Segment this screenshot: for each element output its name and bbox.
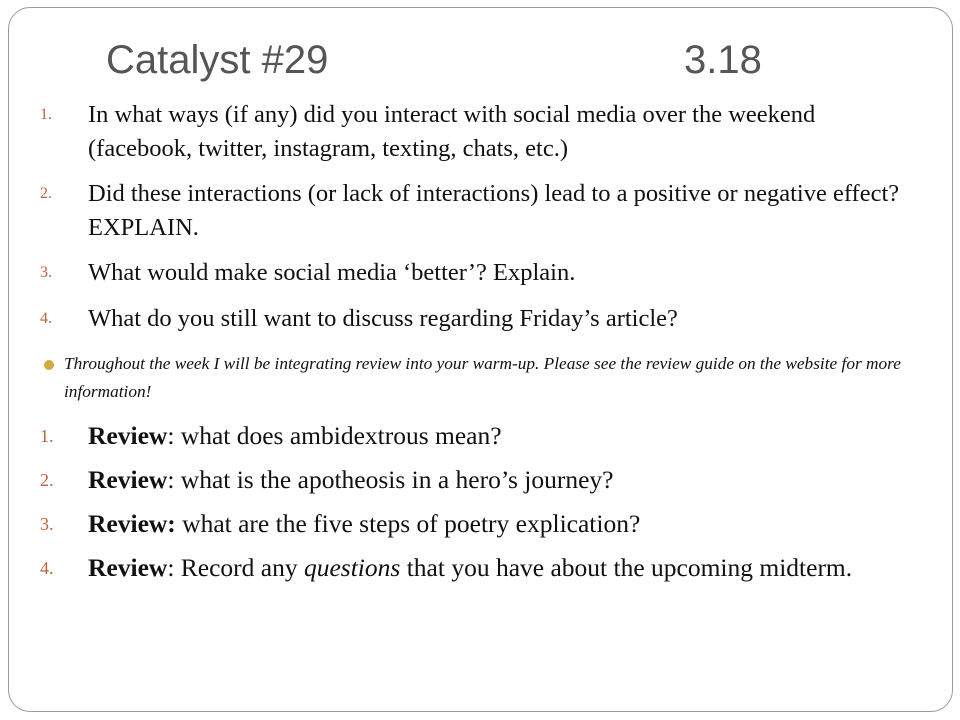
item-number: 3. [40, 264, 52, 281]
list-item [40, 419, 910, 453]
item-number: 3. [40, 514, 54, 534]
item-text: that you have about the upcoming midterm. [400, 553, 853, 582]
item-text: What would make social media ‘better’? Explain. [88, 259, 576, 286]
item-text: : what does ambidextrous mean? [167, 421, 502, 450]
item-number: 4. [40, 558, 54, 578]
list-item [40, 98, 910, 166]
title-date: 3.18 [684, 38, 762, 82]
list-item [40, 551, 910, 585]
review-label: Review [88, 465, 168, 494]
item-number: 4. [40, 310, 52, 327]
bullet-icon [44, 360, 54, 370]
review-note [40, 350, 924, 406]
review-label: Review [88, 421, 168, 450]
note-text: Throughout the week I will be integrating review into your warm-up. Please see the review guide on the website for more information! [64, 354, 901, 401]
item-text: what are the five steps of poetry explication? [175, 509, 641, 538]
title-text: Catalyst #29 [106, 38, 329, 82]
item-text: : what is the apotheosis in a hero’s journey? [167, 465, 614, 494]
list-item [40, 507, 910, 541]
list-item [40, 256, 910, 290]
item-number: 2. [40, 470, 54, 490]
item-number: 2. [40, 185, 52, 202]
question-list [40, 98, 910, 336]
emphasis-text: questions [303, 553, 401, 582]
item-text: In what ways (if any) did you interact with social media over the weekend (facebook, twitter, instagram, texting, chats, etc.) [88, 101, 816, 162]
list-item [40, 177, 910, 245]
slide-title [106, 34, 762, 86]
item-number: 1. [40, 106, 52, 123]
review-list [40, 419, 910, 595]
review-label: Review [88, 553, 168, 582]
item-text: Did these interactions (or lack of interactions) lead to a positive or negative effect? EXPLAIN. [88, 180, 900, 241]
list-item [40, 463, 910, 497]
item-number: 1. [40, 426, 54, 446]
item-text: : Record any [167, 553, 304, 582]
list-item [40, 302, 910, 336]
item-text: What do you still want to discuss regarding Friday’s article? [88, 305, 678, 332]
review-label: Review: [88, 509, 176, 538]
